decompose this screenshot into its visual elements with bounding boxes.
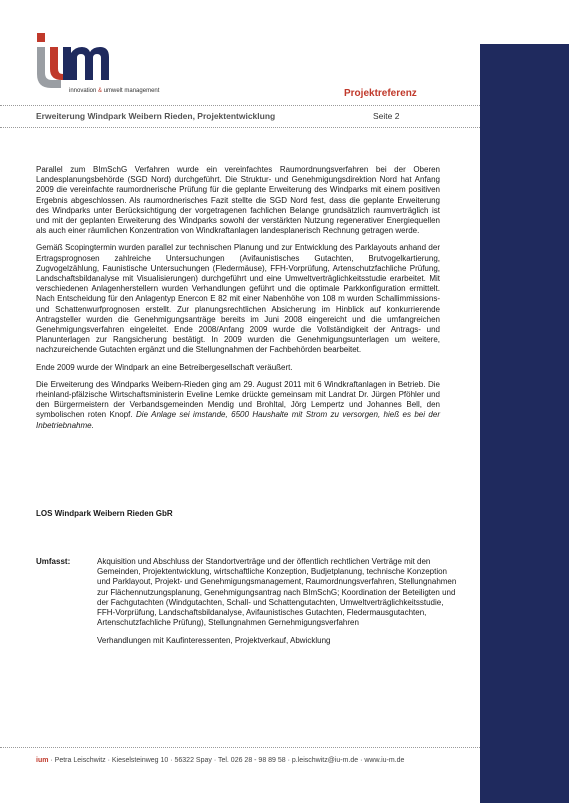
scope-text [97, 557, 457, 655]
company-name: LOS Windpark Weibern Rieden GbR [36, 509, 173, 518]
scope-label: Umfasst: [36, 557, 71, 566]
logo-tagline: innovation & umwelt management [69, 88, 160, 94]
ium-logo-icon [37, 33, 197, 88]
paragraph-1: Parallel zum BImSchG Verfahren wurde ein vereinfachtes Raumordnungsverfahren bei der Oberen Landesplanungsbehörde (SGD Nord) durchgeführt. Die Struktur- und Genehmigungsdirektion Nord hat Anfang 2009 die vereinfachte raumordnerische Prüfung für die geplante Erweiterung des Windparks mit einem positiven Ergebnis abgeschlossen. Als raumordnerisches Fazit stellte die SGD Nord fest, dass die geplante Erweiterung des Windparks unter Berücksichtigung der vorgetragenen fachlichen Belange grundsätzlich raumverträglich ist und mit der geplanten Erweiterung des Windparks sowohl der verstärkten Nutzung regenerativer Energiequellen als auch einer räumlichen Konzentration von Windkraftanlagen landesplanerisch Rechnung getragen werde. [36, 165, 440, 236]
page-number: Seite 2 [373, 111, 400, 121]
paragraph-2: Gemäß Scopingtermin wurden parallel zur technischen Planung und zur Entwicklung des Parklayouts anhand der Ertragsprognosen zahlreiche Untersuchungen (Avifaunistisches Gutachten, Brutvogelkartierung, Zugvogelzählung, Faunistische Untersuchungen (Fledermäuse), FFH-Vorprüfung, Artenschutzfachliche Prüfung, Landschaftsbildanalyse mit Visualisierungen) durchgeführt und eine Umweltverträglichkeitsstudie erarbeitet. Mit verschiedenen Anlagenherstellern wurden Verhandlungen geführt und die optimale Parkkonfiguration ermittelt. Nach Entscheidung für den Anlagentyp Enercon E 82 mit einer Nabenhöhe von 108 m wurden Schallimmissions- und Schattenwurfprognosen erstellt. Zur planungsrechtlichen Absicherung im Hinblick auf konkurrierende Antragsteller wurden die Genehmigungsanträge bereits im Juni 2008 eingereicht und die umfangreichen Genehmigungsverfahren eingeleitet. Ende 2008/Anfang 2009 wurde die Vollständigkeit der Antrags- und Planunterlagen zur Rangsicherung bestätigt. In 2009 wurden die Genehmigungsunterlagen um weitere, nachzureichende Gutachten ergänzt und die Stellungnahmen der Fachbehörden bearbeitet. [36, 243, 440, 355]
body-text [36, 165, 440, 438]
paragraph-4 [36, 380, 440, 431]
scope-paragraph-2: Verhandlungen mit Kaufinteressenten, Projektverkauf, Abwicklung [97, 636, 331, 646]
sidebar-band [480, 44, 569, 803]
projekt-label: Projektreferenz [344, 88, 417, 99]
footer-brand: ium [36, 757, 49, 764]
page-title: Erweiterung Windpark Weibern Rieden, Projektentwicklung [36, 111, 276, 121]
header-divider-bottom [0, 127, 480, 128]
scope-paragraph-1: Akquisition und Abschluss der Standortverträge und der öffentlich rechtlichen Verträge mit den Gemeinden, Projektentwicklung, wirtschaftliche Konzeption, Budjetplanung, technische Konzeption und Parklayout, Projekt- und Genehmigungsmanagement, Raumordnungsverfahren, Stellungnahmen zur Flächennutzungsplanung, Genehmigungsantrag nach BImSchG; Koordination der Beteiligten und der Fachgutachten (Windgutachten, Schall- und Schattengutachten, Umweltverträglichkeitsstudie, FFH-Vorprüfung, Landschaftsbildanalyse, Avifaunistisches Gutachten, Fledermausgutachten, Artenschutzfachliche Prüfung), Stellungnahmen Gernehmigungsverfahren [97, 557, 457, 628]
paragraph-4-quote: Die Anlage sei imstande, 6500 Haushalte mit Strom zu versorgen, hieß es bei der Inbetriebnahme. [36, 410, 440, 430]
header-divider-top [0, 105, 480, 106]
footer-contact [36, 757, 404, 764]
footer-divider [0, 747, 480, 748]
paragraph-4-text: Die Erweiterung des Windparks Weibern-Rieden ging am 29. August 2011 mit 6 Windkraftanlagen in Betrieb. Die rheinland-pfälzische Wirtschaftsministerin Eveline Lemke drückte gemeinsam mit Landrat Dr. Jürgen Pföhler und den Bürgermeistern der Verbandsgemeinden Mendig und Brohltal, Jörg Lempertz und Johannes Bell, den symbolischen roten Knopf. [36, 379, 440, 420]
footer-address: · Petra Leischwitz · Kieselsteinweg 10 · 56322 Spay · Tel. 026 28 - 98 89 58 · p.leischwitz@iu-m.de · www.iu-m.de [48, 757, 405, 764]
company-logo [37, 33, 197, 101]
paragraph-3: Ende 2009 wurde der Windpark an eine Betreibergesellschaft veräußert. [36, 362, 293, 372]
